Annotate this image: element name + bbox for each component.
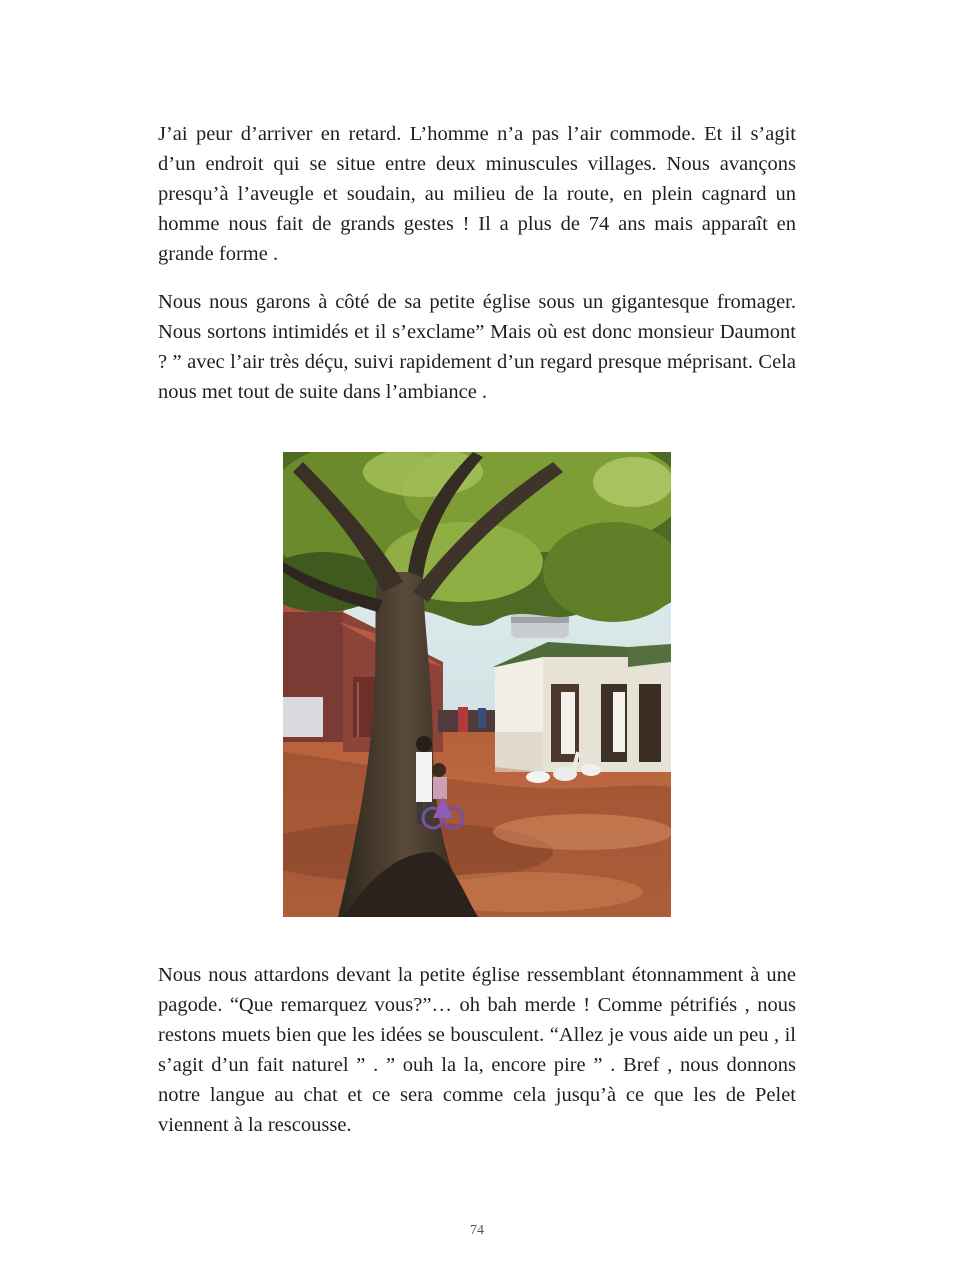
paragraph-3: Nous nous attardons devant la petite église ressemblant étonnamment à une pagode. “Que remarquez vous?”… oh bah merde ! Comme pétrifiés , nous restons muets bien que les idées se bousculent. “Allez je vous aide un peu , il s’agit d’un fait naturel ” . ” ouh la la, encore pire ” . Bref , nous donnons notre langue au chat et ce sera comme cela jusqu’à ce que les de Pelet viennent à la rescousse. [158, 964, 796, 1136]
photo-courtyard [283, 452, 671, 917]
page-number: 74 [470, 1223, 484, 1238]
paragraph-2: Nous nous garons à côté de sa petite église sous un gigantesque fromager. Nous sortons intimidés et il s’exclame” Mais où est donc monsieur Daumont ? ” avec l’air très déçu, suivi rapidement d’un regard presque méprisant. Cela nous met tout de suite dans l’ambiance . [158, 291, 796, 403]
paragraph-1: J’ai peur d’arriver en retard. L’homme n’a pas l’air commode. Et il s’agit d’un endroit qui se situe entre deux minuscules villages. Nous avançons presqu’à l’aveugle et soudain, au milieu de la route, en plein cagnard un homme nous fait de grands gestes ! Il a plus de 74 ans mais apparaît en grande forme . [158, 123, 796, 265]
